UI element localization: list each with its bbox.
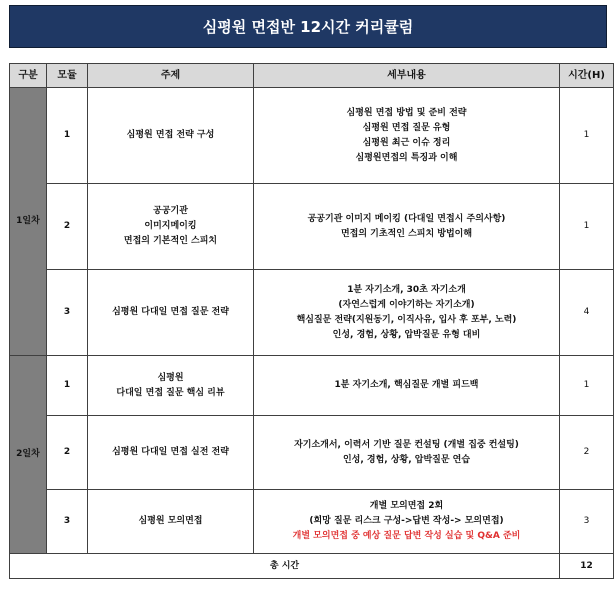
header-category: 구분 — [10, 64, 47, 88]
curriculum-table — [9, 63, 614, 579]
header-details: 세부내용 — [254, 64, 560, 88]
module-topic — [88, 184, 254, 270]
module-topic — [88, 356, 254, 416]
module-number: 1 — [47, 88, 88, 184]
day-label: 1일차 — [10, 88, 47, 356]
table-row — [10, 184, 614, 270]
module-details — [254, 416, 560, 490]
module-topic — [88, 490, 254, 554]
table-row — [10, 356, 614, 416]
header-module: 모듈 — [47, 64, 88, 88]
topic-line: 이미지메이킹 — [144, 221, 197, 231]
detail-line: 인성, 경험, 상황, 압박질문 연습 — [342, 454, 471, 465]
module-details — [254, 490, 560, 554]
module-hours: 2 — [560, 416, 614, 490]
detail-line: 1분 자기소개, 30초 자기소개 — [347, 284, 466, 295]
module-topic — [88, 270, 254, 356]
header-row — [10, 64, 614, 88]
table-row — [10, 490, 614, 554]
topic-line: 심평원 다대일 면접 실전 전략 — [112, 447, 229, 457]
module-hours: 1 — [560, 184, 614, 270]
topic-line: 공공기관 — [153, 206, 188, 216]
detail-line: 1분 자기소개, 핵심질문 개별 피드백 — [334, 380, 479, 390]
module-hours: 4 — [560, 270, 614, 356]
topic-line: 심평원 면접 전략 구성 — [126, 130, 215, 140]
module-number: 3 — [47, 490, 88, 554]
header-topic: 주제 — [88, 64, 254, 88]
module-topic — [88, 416, 254, 490]
module-number: 2 — [47, 184, 88, 270]
module-hours: 1 — [560, 356, 614, 416]
detail-line: 면접의 기초적인 스피치 방법이해 — [340, 228, 473, 239]
header-hours: 시간(H) — [560, 64, 614, 88]
detail-line: 핵심질문 전략(지원동기, 이직사유, 입사 후 포부, 노력) — [296, 314, 517, 325]
module-number: 2 — [47, 416, 88, 490]
module-details — [254, 270, 560, 356]
detail-line: 개별 모의면접 2회 — [369, 501, 444, 511]
total-label: 총 시간 — [10, 554, 560, 579]
detail-line: 공공기관 이미지 메이킹 (다대일 면접시 주의사항) — [307, 213, 506, 224]
topic-line: 심평원 모의면접 — [138, 516, 203, 526]
day-label: 2일차 — [10, 356, 47, 554]
detail-line: 자기소개서, 이력서 기반 질문 컨설팅 (개별 집중 컨설팅) — [294, 439, 519, 450]
module-number: 3 — [47, 270, 88, 356]
total-hours: 12 — [560, 554, 614, 579]
page-title: 심평원 면접반 12시간 커리큘럼 — [9, 5, 607, 48]
table-row — [10, 270, 614, 356]
detail-line: 심평원 최근 이슈 정리 — [362, 137, 451, 148]
topic-line: 심평원 다대일 면접 질문 전략 — [112, 307, 229, 317]
table-row — [10, 88, 614, 184]
module-hours: 3 — [560, 490, 614, 554]
topic-line: 심평원 — [157, 372, 184, 383]
module-topic — [88, 88, 254, 184]
module-details — [254, 184, 560, 270]
module-number: 1 — [47, 356, 88, 416]
detail-line: (자연스럽게 이야기하는 자기소개) — [338, 299, 475, 310]
detail-line: 심평원면접의 특징과 이해 — [355, 152, 458, 163]
table-row — [10, 416, 614, 490]
detail-line: 인성, 경험, 상황, 압박질문 유형 대비 — [332, 329, 481, 340]
total-row — [10, 554, 614, 579]
topic-line: 다대일 면접 질문 핵심 리뷰 — [116, 387, 225, 398]
detail-highlight-line: 개별 모의면접 중 예상 질문 답변 작성 실습 및 Q&A 준비 — [292, 531, 521, 541]
module-details — [254, 356, 560, 416]
detail-line: 심평원 면접 질문 유형 — [362, 122, 451, 133]
module-details — [254, 88, 560, 184]
detail-line: 심평원 면접 방법 및 준비 전략 — [346, 107, 467, 118]
detail-line: (희망 질문 리스크 구성->답변 작성-> 모의면접) — [309, 516, 504, 526]
module-hours: 1 — [560, 88, 614, 184]
topic-line: 면접의 기본적인 스피치 — [123, 236, 218, 246]
